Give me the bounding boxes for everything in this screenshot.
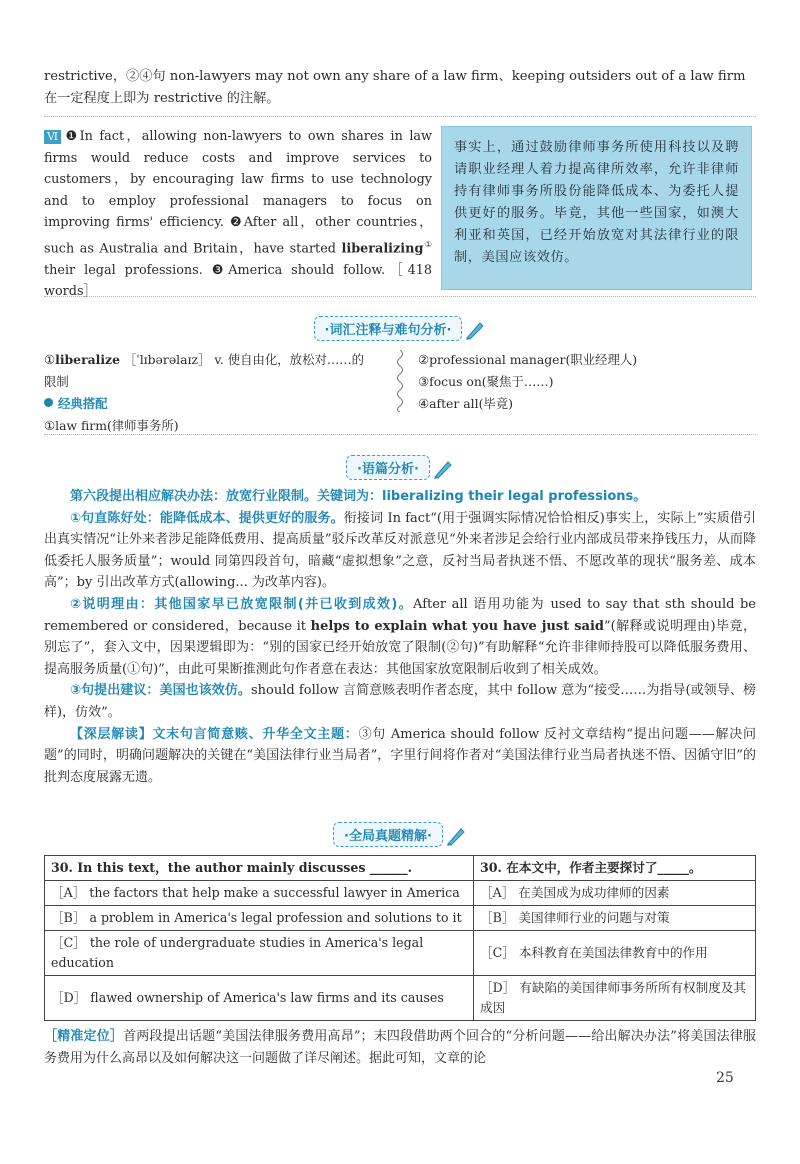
analysis-section-title: [0, 455, 800, 480]
question-table: [44, 855, 756, 1021]
deep-reading-heading: 【深层解读】文末句言简意赅、升华全文主题：: [70, 726, 359, 742]
question-row: [45, 856, 756, 881]
option-c-zh: ［C］ 本科教育在美国法律教育中的作用: [474, 931, 756, 976]
option-d-en: ［D］ flawed ownership of America's law firms and its causes: [45, 976, 474, 1021]
sentence-2b: their legal professions.: [44, 262, 203, 278]
question-zh: 30. 在本文中，作者主要探讨了_____。: [474, 856, 756, 881]
collocation-1: ①law firm(律师事务所): [44, 418, 179, 433]
divider-vocab-bottom: [44, 434, 756, 435]
vocab-title-pill: ·词汇注释与难句分析·: [314, 316, 463, 341]
sentence-1: In fact，allowing non-lawyers to own shares in law firms would reduce costs and improve services to customers，by encouraging law firms to use technology and to employ professional managers to focus on improving firms' efficiency.: [44, 129, 432, 231]
sentence-3: America should follow.: [228, 262, 386, 278]
analysis-body: [44, 486, 756, 788]
sentence-3-number: ❸: [211, 262, 229, 278]
sentence-1-number: ❶: [63, 129, 80, 144]
option-row-c: [45, 931, 756, 976]
collocation-heading: [44, 393, 374, 415]
collocation-4: ④after all(毕竟): [418, 396, 514, 411]
analysis-point-1-heading: ①句直陈好处：能降低成本、提供更好的服务。: [70, 510, 344, 526]
question-en: 30. In this text，the author mainly discusses ______.: [45, 856, 474, 881]
deep-reading-text: ③句 America should follow 反衬文章结构“提出问题——解决问题”的同时，明确问题解决的关键在“美国法律行业当局者”，字里行间将作者对“美国法律行业当局者执迷不悟、因循守旧”的批判态度展露无遗。: [44, 726, 756, 785]
translation-box: 事实上，通过鼓励律师事务所使用科技以及聘请职业经理人着力提高律所效率，允许非律师持有律师事务所股份能降低成本、为委托人提供更好的服务。毕竟，其他一些国家，如澳大利亚和英国，已经开始放宽对其法律行业的限制，美国应该效仿。: [441, 126, 752, 290]
vocab-entry-1: [44, 349, 374, 393]
pen-icon: [445, 825, 467, 847]
divider-passage-bottom: [44, 296, 756, 297]
intro-line-1: restrictive，②④句 non-lawyers may not own any share of a law firm、keeping outsiders out of a law firm: [44, 69, 746, 84]
precise-location: [44, 1026, 756, 1069]
analysis-point-3-text: should follow 言简意赅表明作者态度，其中 follow 意为“接受……为指导(或领导、榜样)，仿效”。: [44, 683, 756, 720]
vocab-right-column: [418, 349, 748, 415]
option-b-zh: ［B］ 美国律师行业的问题与对策: [474, 906, 756, 931]
analysis-point-2-text-a: After all 语用功能为 used to say that sth should be remembered or considered，because it: [44, 596, 756, 634]
option-a-zh: ［A］ 在美国成为成功律师的因素: [474, 881, 756, 906]
word-count: ［418 words］: [44, 262, 432, 300]
divider-top: [44, 116, 756, 117]
option-d-zh: ［D］ 有缺陷的美国律师事务所所有权制度及其成因: [474, 976, 756, 1021]
vocab-section-title: [0, 316, 800, 341]
quiz-section-title: [0, 822, 800, 847]
footnote-marker: ①: [423, 239, 432, 249]
option-a-en: ［A］ the factors that help make a successful lawyer in America: [45, 881, 474, 906]
option-row-a: [45, 881, 756, 906]
option-row-d: [45, 976, 756, 1021]
intro-text: [44, 66, 756, 109]
collocation-2: ②professional manager(职业经理人): [418, 352, 638, 367]
analysis-point-2-text-b: ”(解释或说明理由)毕竟，别忘了”，套入文中，因果逻辑即为：“别的国家已经开始放宽了限制(②句)”有助解释“允许非律师持股可以降低服务费用、提高服务质量(①句)”，由此可果断推测此句作者意在表达：其他国家放宽限制后收到了相关成效。: [44, 618, 757, 677]
analysis-point-2-heading: ②说明理由：其他国家早已放宽限制(并已收到成效)。: [70, 596, 414, 612]
analysis-point-3-heading: ③句提出建议：美国也该效仿。: [70, 683, 251, 699]
collocation-heading-label: 经典搭配: [58, 396, 108, 411]
collocation-3: ③focus on(聚焦于……): [418, 374, 554, 389]
pen-icon: [464, 319, 486, 341]
deep-reading: [44, 724, 756, 789]
quiz-title-pill: ·全局真题精解·: [333, 822, 443, 847]
wave-divider-icon: [393, 350, 407, 412]
paragraph-number-badge: Ⅵ: [44, 130, 61, 144]
keyword-liberalizing: liberalizing: [341, 241, 424, 257]
analysis-point-2: [44, 594, 756, 680]
analysis-lead-keyword: liberalizing their legal professions。: [382, 489, 647, 504]
vocab-entry-1-number: ①: [44, 352, 56, 367]
precise-location-tag: ［精准定位］: [44, 1029, 124, 1044]
intro-line-2: 在一定程度上即为 restrictive 的注解。: [44, 90, 280, 106]
vocab-left-column: [44, 349, 374, 437]
sentence-2a: After all，other countries，such as Australia and Britain，have started: [44, 215, 433, 257]
bullet-dot-icon: [44, 398, 53, 407]
option-c-en: ［C］ the role of undergraduate studies in America's legal education: [45, 931, 474, 976]
precise-location-text: 首两段提出话题“美国法律服务费用高昂”；末四段借助两个回合的“分析问题——给出解决办法”将美国法律服务费用为什么高昂以及如何解决这一问题做了详尽阐述。据此可知，文章的论: [44, 1029, 756, 1066]
vocab-entry-1-definition: ［ˈlɪbərəlaɪz］ v. 使自由化，放松对……的限制: [44, 352, 365, 389]
page-number: 25: [716, 1070, 734, 1086]
analysis-title-pill: ·语篇分析·: [346, 455, 430, 480]
pen-icon: [432, 458, 454, 480]
analysis-lead: [44, 486, 756, 508]
sentence-2-number: ❷: [229, 215, 244, 231]
analysis-lead-highlight: 第六段提出相应解决办法：放宽行业限制。关键词为：: [70, 489, 383, 504]
vocab-entry-1-word: liberalize: [55, 352, 120, 367]
analysis-point-2-bold: helps to explain what you have just said: [310, 618, 604, 634]
option-b-en: ［B］ a problem in America's legal profession and solutions to it: [45, 906, 474, 931]
passage-paragraph-6: [44, 126, 432, 303]
option-row-b: [45, 906, 756, 931]
analysis-point-3: [44, 680, 756, 723]
analysis-point-1-text: 衔接词 In fact“(用于强调实际情况恰恰相反)事实上，实际上”实质借引出真实情况“让外来者涉足能降低费用、提高质量”驳斥改革反对派意见“外来者涉足会给行业内部成员带来挣钱压力，从而降低委托人服务质量”；would 同第四段首句，暗藏“虚拟想象”之意，反衬当局者执迷不悟、不愿改革的现状“服务差、成本高”；by 引出改革方式(allowing... 为改革内容)。: [44, 510, 756, 591]
analysis-point-1: [44, 508, 756, 594]
